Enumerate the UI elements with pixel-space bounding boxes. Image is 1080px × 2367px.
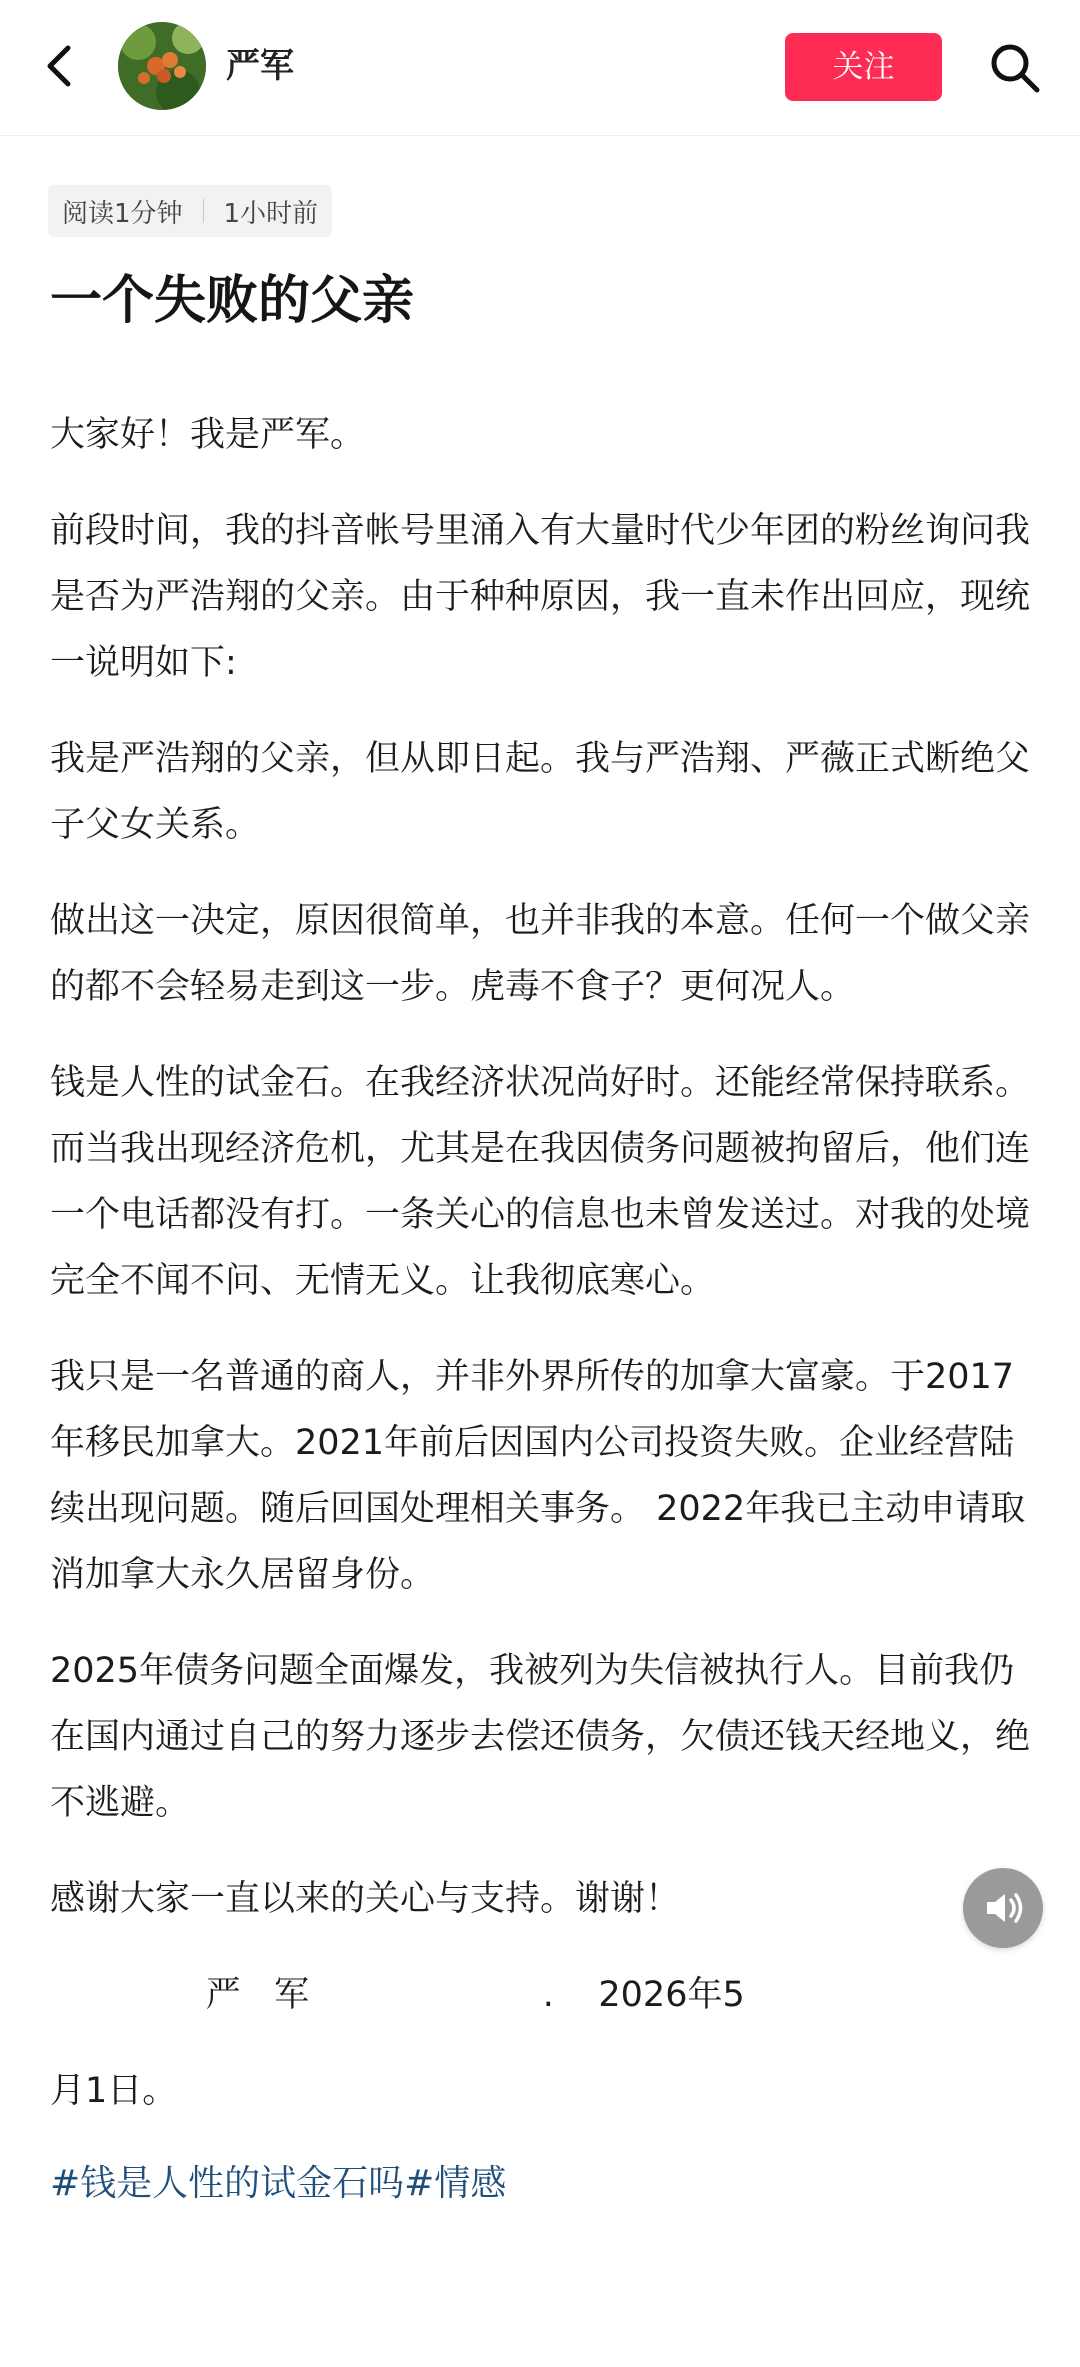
paragraph: 前段时间，我的抖音帐号里涌入有大量时代少年团的粉丝询问我是否为严浩翔的父亲。由于种种原因，我一直未作出回应，现统一说明如下: [50,511,1031,683]
hashtags [50,2154,1035,2214]
paragraph: 钱是人性的试金石。在我经济状况尚好时。还能经常保持联系。而当我出现经济危机，尤其是在我因债务问题被拘留后，他们连一个电话都没有打。一条关心的信息也未曾发送过。对我的处境完全不闻不问、无情无义。让我彻底寒心。 [50,1063,1031,1301]
article-body [50,402,1035,2214]
avatar-image [118,22,206,110]
post-time: 1小时前 [223,198,319,229]
paragraph: 我只是一名普通的商人，并非外界所传的加拿大富豪。于2017年移民加拿大。2021年前后因国内公司投资失败。企业经营陆续出现问题。随后回国处理相关事务。 2022年我已主动申请取消加拿大永久居留身份。 [50,1357,1026,1595]
author-avatar[interactable] [118,22,206,110]
signature-date: 月1日。 [50,2071,178,2111]
article-meta [48,185,332,237]
paragraph: 我是严浩翔的父亲，但从即日起。我与严浩翔、严薇正式断绝父子父女关系。 [50,739,1031,845]
search-icon [985,38,1045,98]
meta-divider [203,199,204,223]
article-title: 一个失败的父亲 [50,271,415,331]
top-bar [0,0,1080,136]
follow-button[interactable]: 关注 [785,33,942,101]
back-button[interactable] [36,36,84,96]
search-button[interactable] [985,38,1045,98]
audio-button[interactable] [963,1868,1043,1948]
read-time: 阅读1分钟 [62,198,183,229]
paragraph: 感谢大家一直以来的关心与支持。谢谢！ [50,1879,681,1919]
chevron-left-icon [36,36,84,96]
paragraph: 做出这一决定，原因很简单，也并非我的本意。任何一个做父亲的都不会轻易走到这一步。虎毒不食子？更何况人。 [50,901,1031,1007]
paragraph: 大家好！我是严军。 [50,415,366,455]
speaker-icon [963,1868,1043,1948]
author-name[interactable]: 严军 [226,46,294,86]
hashtag-link[interactable]: #情感 [404,2163,507,2204]
paragraph: 2025年债务问题全面爆发，我被列为失信被执行人。目前我仍在国内通过自己的努力逐步去偿还债务，欠债还钱天经地义，绝不逃避。 [50,1651,1031,1823]
hashtag-link[interactable]: #钱是人性的试金石吗 [50,2163,405,2204]
signature-line: 严 军 . 2026年5 [50,1975,745,2015]
